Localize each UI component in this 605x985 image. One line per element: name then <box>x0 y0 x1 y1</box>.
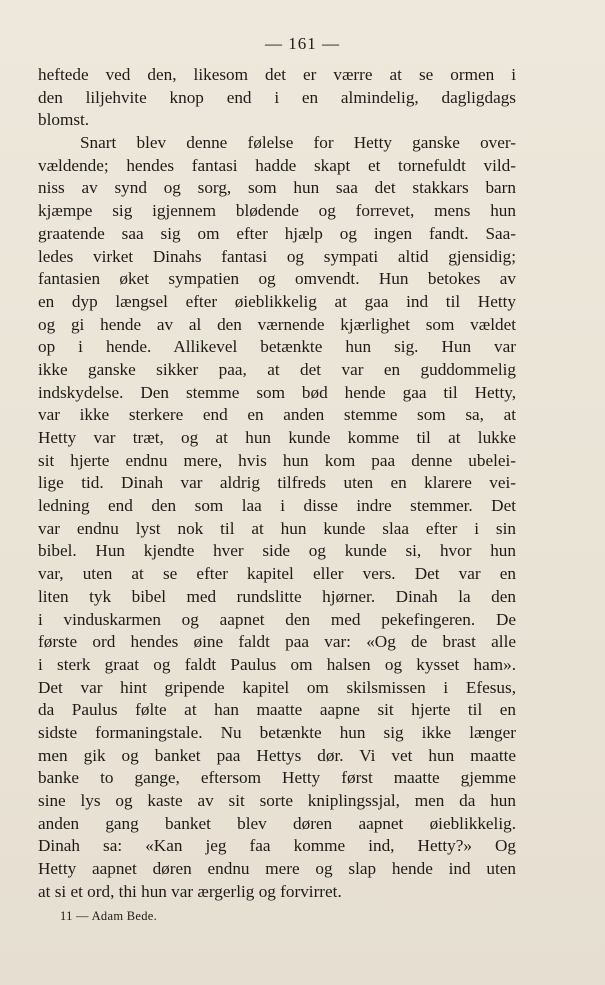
text-line: Snart blev denne følelse for Hetty ganske over- <box>80 133 516 153</box>
text-line: Hetty aapnet døren endnu mere og slap hende ind uten <box>38 859 516 879</box>
text-line: liten tyk bibel med rundslitte hjørner. Dinah la den <box>38 586 516 606</box>
text-line: var endnu lyst nok til at hun kunde slaa efter i sin <box>38 518 516 538</box>
text-line: lige tid. Dinah var aldrig tilfreds uten en klarere vei- <box>38 473 516 493</box>
text-line: var ikke sterkere end en anden stemme som sa, at <box>38 405 516 425</box>
text-line: graatende saa sig om efter hjælp og ingen fandt. Saa- <box>38 223 516 243</box>
text-line: banke to gange, eftersom Hetty først maatte gjemme <box>38 768 516 788</box>
text-line: ikke ganske sikker paa, at det var en guddommelig <box>38 359 516 379</box>
text-line: da Paulus følte at han maatte aapne sit hjerte til en <box>38 700 516 720</box>
text-line: heftede ved den, likesom det er værre at se ormen i <box>38 65 516 84</box>
text-line: i sterk graat og faldt Paulus om halsen og kysset ham». <box>38 654 516 674</box>
page-number: — 161 — <box>265 34 340 53</box>
text-line: ledes virket Dinahs fantasi og sympati altid gjensidig; <box>38 246 516 266</box>
text-line: men gik og banket paa Hettys dør. Vi vet hun maatte <box>38 745 516 765</box>
text-line: første ord hendes øine faldt paa var: «Og de brast alle <box>38 632 516 652</box>
text-line: sit hjerte endnu mere, hvis hun kom paa denne ubelei- <box>38 450 516 470</box>
text-line: en dyp længsel efter øieblikkelig at gaa ind til Hetty <box>38 291 516 311</box>
text-line: Det var hint gripende kapitel om skilsmissen i Efesus, <box>38 677 516 697</box>
text-line: at si et ord, thi hun var ærgerlig og forvirret. <box>38 881 342 901</box>
text-line: sidste formaningstale. Nu betænkte hun sig ikke længer <box>38 722 516 742</box>
text-line: bibel. Hun kjendte hver side og kunde si, hvor hun <box>38 541 516 561</box>
text-line: var, uten at se efter kapitel eller vers. Det var en <box>38 564 516 584</box>
printer-signature: 11 — Adam Bede. <box>60 909 158 923</box>
text-line: anden gang banket blev døren aapnet øieblikkelig. <box>38 813 516 833</box>
text-line: ledning end den som laa i disse indre stemmer. Det <box>38 496 516 516</box>
text-line: op i hende. Allikevel betænkte hun sig. Hun var <box>38 337 516 357</box>
text-line: Dinah sa: «Kan jeg faa komme ind, Hetty?» Og <box>38 836 516 856</box>
body-text <box>38 64 516 903</box>
text-line: den liljehvite knop end i en almindelig, dagligdags <box>38 87 516 107</box>
text-line: Hetty var træt, og at hun kunde komme til at lukke <box>38 428 516 447</box>
text-line: vældende; hendes fantasi hadde skapt et tornefuldt vild- <box>38 155 516 175</box>
text-line: og gi hende av al den værnende kjærlighet som vældet <box>38 314 516 334</box>
text-line: sine lys og kaste av sit sorte kniplingssjal, men da hun <box>38 791 516 810</box>
text-line: blomst. <box>38 110 90 130</box>
text-line: indskydelse. Den stemme som bød hende gaa til Hetty, <box>38 382 516 402</box>
text-line: fantasien øket sympatien og omvendt. Hun betokes av <box>38 269 516 289</box>
text-line: i vinduskarmen og aapnet den med pekefingeren. De <box>38 609 516 629</box>
text-line: niss av synd og sorg, som hun saa det stakkars barn <box>38 178 516 198</box>
text-line: kjæmpe sig igjennem blødende og forrevet, mens hun <box>38 201 516 221</box>
